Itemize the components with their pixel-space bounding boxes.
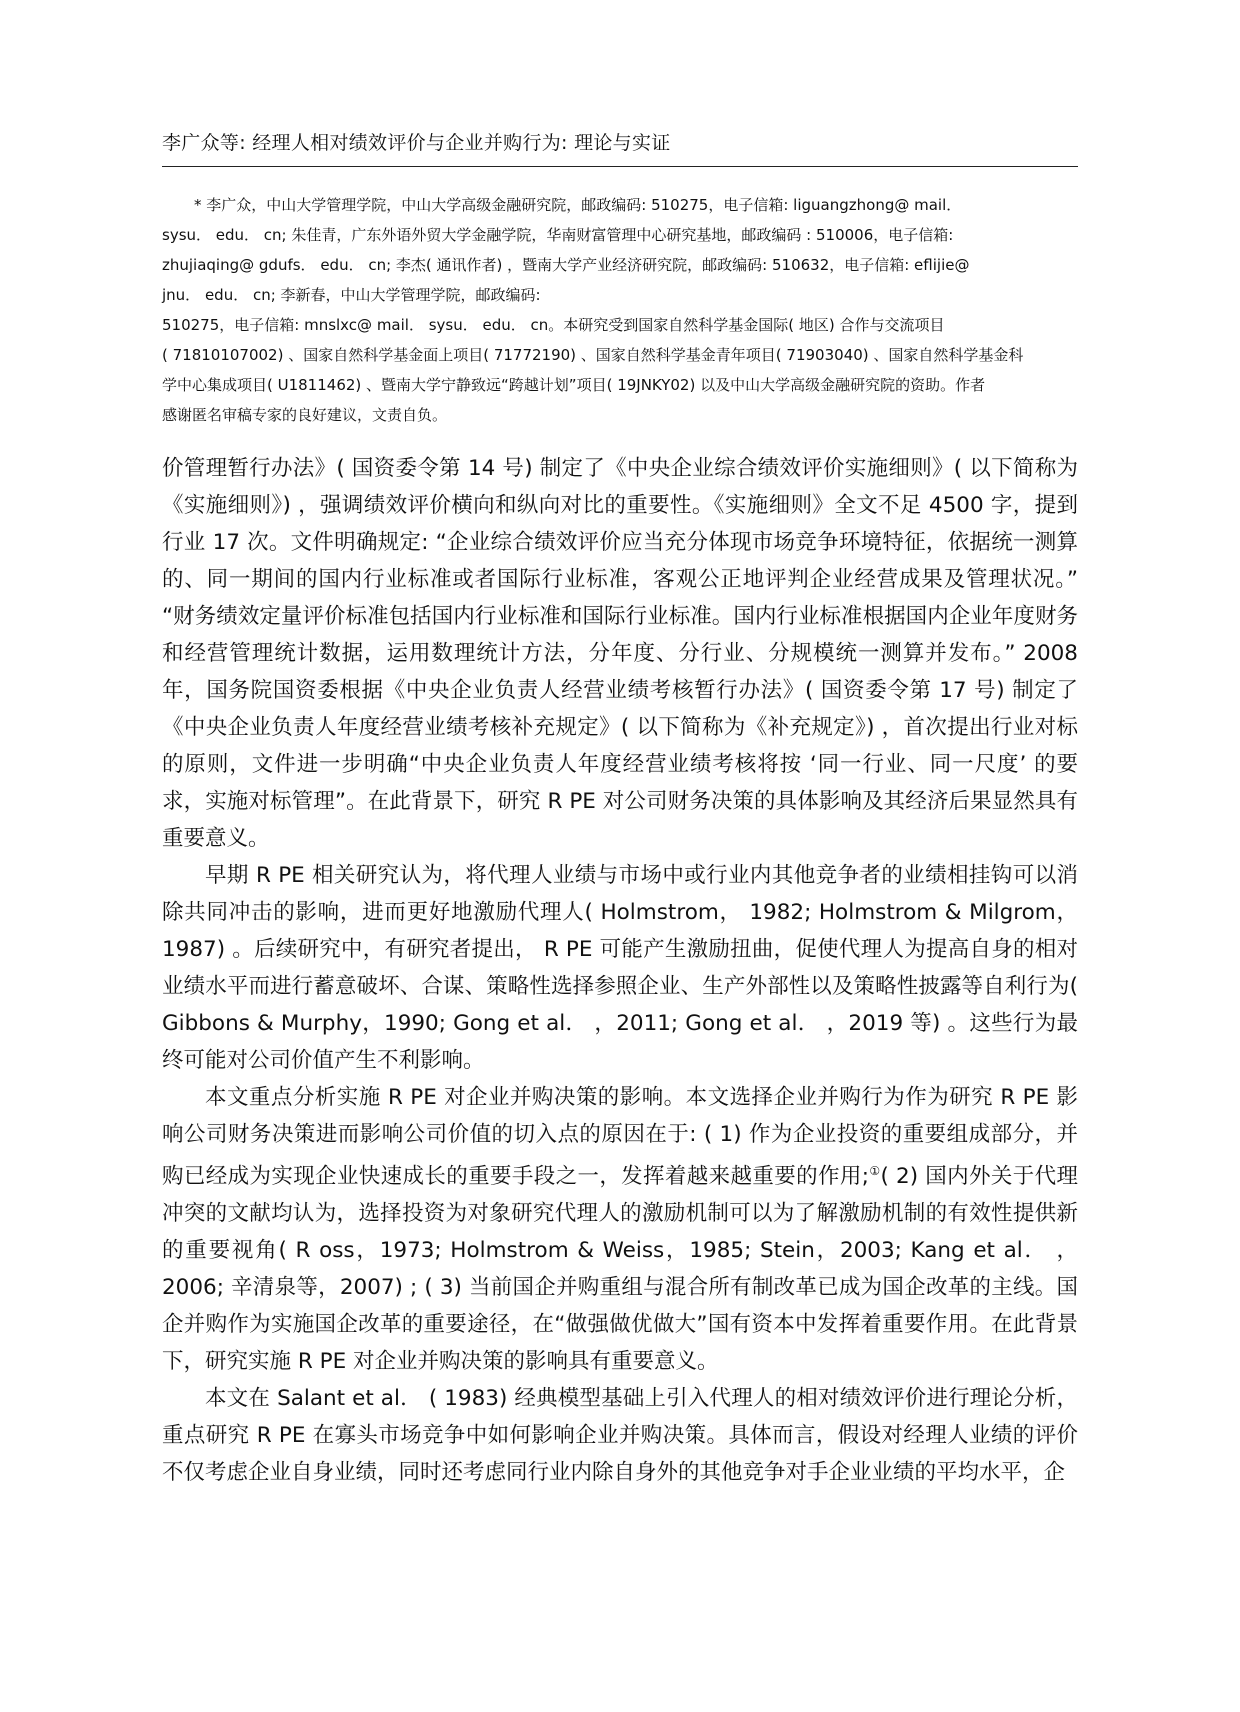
footnote-line: 感谢匿名审稿专家的良好建议，文责自负。 (162, 406, 448, 424)
footnote-marker: ① (868, 1164, 881, 1178)
paragraph-3-part-a: 本文重点分析实施 R PE 对企业并购决策的影响。本文选择企业并购行为作为研究 R PE 影响公司财务决策进而影响公司价值的切入点的原因在于: ( 1) 作为企业投资的重要组成部分，并购已经成为实现企业快速成长的重要手段之一，发挥着越来越重要的作用; (162, 1085, 1078, 1190)
body-text (162, 450, 1078, 1491)
paragraph-2: 早期 R PE 相关研究认为，将代理人业绩与市场中或行业内其他竞争者的业绩相挂钩可以消除共同冲击的影响，进而更好地激励代理人( Holmstrom， 1982; Holmstrom & Milgrom，1987) 。后续研究中，有研究者提出， R PE 可能产生激励扭曲，促使代理人为提高自身的相对业绩水平而进行蓄意破坏、合谋、策略性选择参照企业、生产外部性以及策略性披露等自利行为( Gibbons & Murphy，1990; Gong et al． ，2011; Gong et al． ，2019 等) 。这些行为最终可能对公司价值产生不利影响。 (162, 863, 1078, 1073)
running-header: 李广众等: 经理人相对绩效评价与企业并购行为: 理论与实证 (162, 132, 671, 154)
footnote-line: sysu． edu． cn; 朱佳青，广东外语外贸大学金融学院，华南财富管理中心研究基地，邮政编码 : 510006，电子信箱: (162, 226, 954, 244)
footnote-line: ( 71810107002) 、国家自然科学基金面上项目( 71772190) 、国家自然科学基金青年项目( 71903040) 、国家自然科学基金科 (162, 346, 1024, 364)
footnote-line: * 李广众，中山大学管理学院，中山大学高级金融研究院，邮政编码: 510275，电子信箱: liguangzhong@ mail． (194, 196, 962, 214)
paragraph-3-part-b: ( 2) 国内外关于代理冲突的文献均认为，选择投资为对象研究代理人的激励机制可以为了解激励机制的有效性提供新的重要视角( R oss，1973; Holmstrom & Weiss，1985; Stein，2003; Kang et al． ，2006; 辛清泉等，2007) ; ( 3) 当前国企并购重组与混合所有制改革已成为国企改革的主线。国企并购作为实施国企改革的重要途径，在“做强做优做大”国有资本中发挥着重要作用。在此背景下，研究实施 R PE 对企业并购决策的影响具有重要意义。 (162, 1164, 1079, 1375)
footnote-line: 学中心集成项目( U1811462) 、暨南大学宁静致远“跨越计划”项目( 19JNKY02) 以及中山大学高级金融研究院的资助。作者 (162, 376, 986, 394)
header-rule (162, 166, 1078, 167)
paragraph-3 (162, 1079, 1078, 1380)
author-footnote (162, 190, 1078, 430)
paragraph-4: 本文在 Salant et al． ( 1983) 经典模型基础上引入代理人的相对绩效评价进行理论分析，重点研究 R PE 在寡头市场竞争中如何影响企业并购决策。具体而言，假设对经理人业绩的评价不仅考虑企业自身业绩，同时还考虑同行业内除自身外的其他竞争对手企业业绩的平均水平，企 (162, 1386, 1078, 1486)
footnote-line: 510275，电子信箱: mnslxc@ mail． sysu． edu． cn。本研究受到国家自然科学基金国际( 地区) 合作与交流项目 (162, 316, 945, 334)
footnote-line: jnu． edu． cn; 李新春，中山大学管理学院，邮政编码: (162, 286, 541, 304)
paragraph-1: 价管理暂行办法》( 国资委令第 14 号) 制定了《中央企业综合绩效评价实施细则》( 以下简称为《实施细则》) ，强调绩效评价横向和纵向对比的重要性。《实施细则》全文不足 4500 字，提到行业 17 次。文件明确规定: “企业综合绩效评价应当充分体现市场竞争环境特征，依据统一测算的、同一期间的国内行业标准或者国际行业标准，客观公正地评判企业经营成果及管理状况。” “财务绩效定量评价标准包括国内行业标准和国际行业标准。国内行业标准根据国内企业年度财务和经营管理统计数据，运用数理统计方法，分年度、分行业、分规模统一测算并发布。” 2008 年，国务院国资委根据《中央企业负责人经营业绩考核暂行办法》( 国资委令第 17 号) 制定了《中央企业负责人年度经营业绩考核补充规定》( 以下简称为《补充规定》) ，首次提出行业对标的原则，文件进一步明确“中央企业负责人年度经营业绩考核将按 ‘同一行业、同一尺度’ 的要求，实施对标管理”。在此背景下，研究 R PE 对公司财务决策的具体影响及其经济后果显然具有重要意义。 (162, 456, 1078, 851)
footnote-line: zhujiaqing@ gdufs． edu． cn; 李杰( 通讯作者) ，暨南大学产业经济研究院，邮政编码: 510632，电子信箱: eflijie@ (162, 256, 970, 274)
